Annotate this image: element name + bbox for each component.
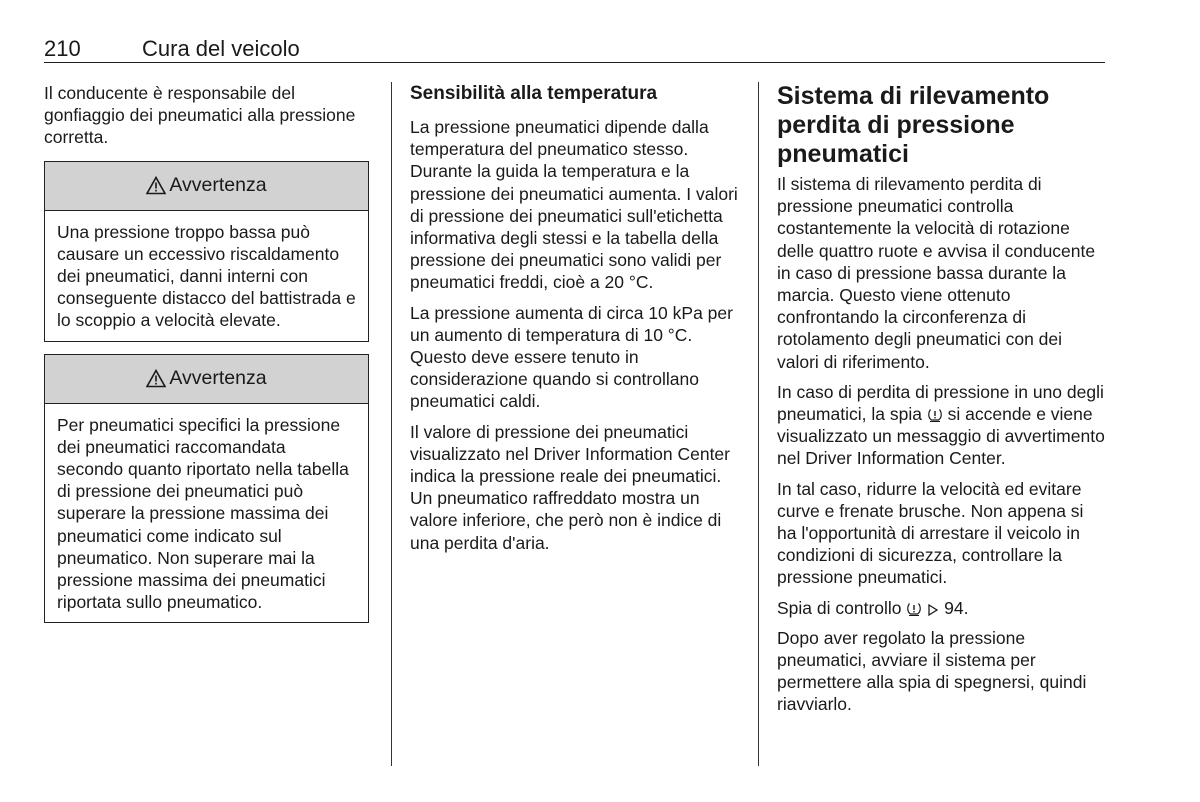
column-divider-right: [758, 82, 759, 766]
paragraph: Il sistema di rilevamento perdita di pressione pneumatici controlla costantemente la velocità di rotazione delle quattro ruote e avvisa il conducente in caso di pressione bassa durante la marcia. Questo viene ottenuto confrontando la circonferenza di rotolamento degli pneumatici con dei valori di riferimento.: [777, 174, 1096, 372]
column-right: [777, 82, 1107, 724]
warning-title: Avvertenza: [169, 174, 267, 197]
paragraph: In tal caso, ridurre la velocità ed evitare curve e frenate brusche. Non appena si ha l'opportunità di arrestare il veicolo in condizioni di sicurezza, controllare la pressione pneumatici.: [777, 478, 1084, 588]
subheading-temperature: Sensibilità alla temperatura: [410, 83, 658, 104]
warning-text: Una pressione troppo bassa può causare un eccessivo riscaldamento dei pneumatici, danni interni con conseguente distacco del battistrada e lo scoppio a velocità elevate.: [57, 221, 356, 331]
warning-header: [45, 355, 368, 404]
paragraph: [777, 381, 1107, 470]
column-left: [44, 82, 374, 635]
page-header: [44, 36, 1105, 63]
column-middle: [410, 82, 740, 562]
reference-page-link[interactable]: 94.: [944, 597, 969, 618]
intro-paragraph: Il conducente è responsabile del gonfiaggio dei pneumatici alla pressione corretta.: [44, 83, 356, 148]
section-title: Cura del veicolo: [142, 36, 300, 61]
warning-text: Per pneumatici specifici la pressione dei pneumatici raccomandata secondo quanto riportato nella tabella di pressione dei pneumatici può superare la pressione massima dei pneumatici come indicato sul pneumatico. Non superare mai la pressione massima dei pneumatici riportata sullo pneumatico.: [57, 414, 349, 613]
warning-box-2: [44, 354, 369, 624]
tire-pressure-warning-icon: [906, 601, 922, 617]
paragraph: La pressione pneumatici dipende dalla temperatura del pneumatico stesso. Durante la guida la temperatura e la pressione dei pneumatici aumenta. I valori di pressione dei pneumatici sull'etichetta informativa degli stessi e la tabella della pressione dei pneumatici sono validi per pneumatici freddi, cioè a 20 °C.: [410, 117, 738, 293]
text-span: si accende e viene visualizzato un messaggio di avvertimento nel Driver Information Center.: [777, 404, 1105, 469]
heading-tpms: Sistema di rilevamento perdita di pressione pneumatici: [777, 82, 1050, 168]
column-divider-left: [391, 82, 392, 766]
paragraph: Dopo aver regolato la pressione pneumatici, avviare il sistema per permettere alla spia di spegnersi, quindi riavviarlo.: [777, 627, 1087, 715]
warning-title: Avvertenza: [169, 367, 267, 390]
warning-box-1: [44, 161, 369, 342]
tire-pressure-warning-icon: [927, 407, 943, 423]
paragraph-reference: [777, 597, 1107, 619]
warning-header: [45, 162, 368, 211]
paragraph: La pressione aumenta di circa 10 kPa per un aumento di temperatura di 10 °C. Questo deve essere tenuto in considerazione quando si controllano pneumatici caldi.: [410, 302, 733, 412]
reference-label: Spia di controllo: [777, 597, 907, 618]
page-number: 210: [44, 36, 81, 61]
warning-triangle-icon: [146, 369, 166, 388]
text-span: In caso di perdita di pressione in uno degli pneumatici, la spia: [777, 381, 1104, 425]
warning-triangle-icon: [146, 176, 166, 195]
page-reference-arrow-icon[interactable]: [927, 603, 939, 617]
paragraph: Il valore di pressione dei pneumatici visualizzato nel Driver Information Center indica la pressione reale dei pneumatici. Un pneumatico raffreddato mostra un valore inferiore, che però non è indice di una perdita d'aria.: [410, 421, 730, 553]
